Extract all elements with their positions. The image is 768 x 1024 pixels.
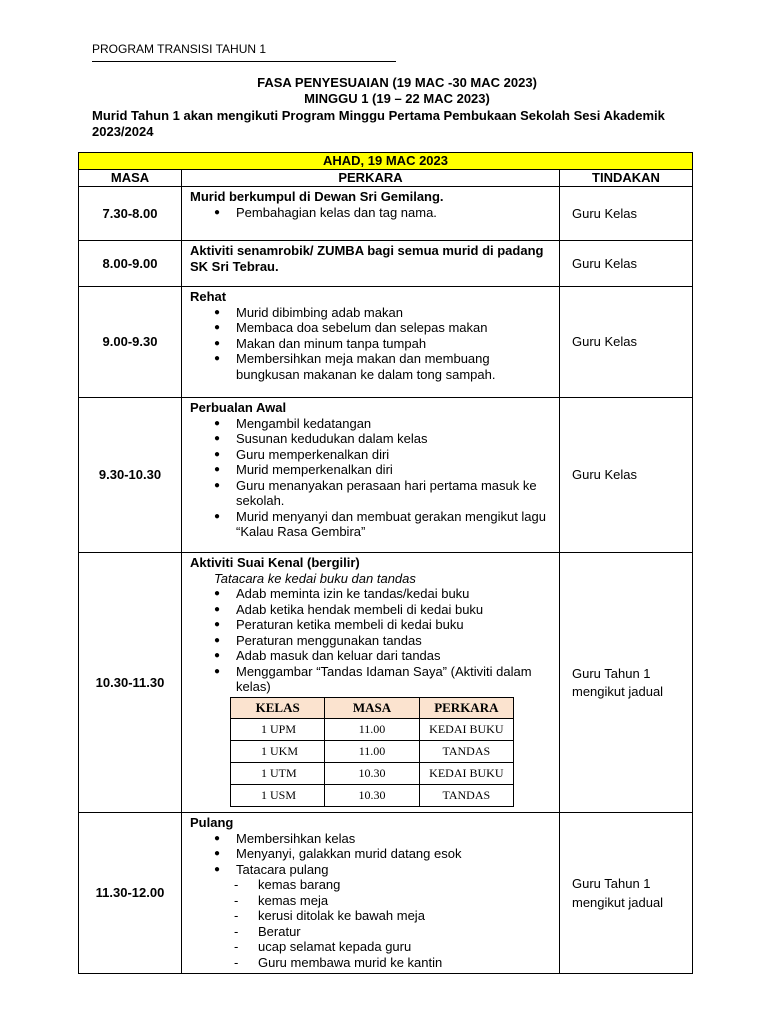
list-item: ● Adab ketika hendak membeli di kedai buku <box>214 602 553 618</box>
rotation-row <box>231 784 514 806</box>
rotation-time: 11.00 <box>325 718 419 740</box>
dash-item: - Guru membawa murid ke kantin <box>234 955 553 971</box>
header-row <box>79 170 693 187</box>
row-activity <box>182 553 560 813</box>
row-action: Guru Kelas <box>560 241 693 287</box>
dash-item: - kemas meja <box>234 893 553 909</box>
activity-title: Aktiviti Suai Kenal (bergilir) <box>190 555 360 570</box>
table-row <box>79 398 693 553</box>
list-item: ● Tatacara pulang <box>214 862 553 878</box>
rotation-row <box>231 718 514 740</box>
row-time: 8.00-9.00 <box>79 241 182 287</box>
header-perkara: PERKARA <box>182 170 560 187</box>
rotation-activity: TANDAS <box>419 784 513 806</box>
dash-item: - kemas barang <box>234 877 553 893</box>
week-title: MINGGU 1 (19 – 22 MAC 2023) <box>304 91 490 106</box>
action-line: Guru Tahun 1 <box>572 665 651 681</box>
rotation-time: 11.00 <box>325 740 419 762</box>
row-activity <box>182 287 560 398</box>
list-item: ● Murid memperkenalkan diri <box>214 462 553 478</box>
title-block <box>92 75 702 140</box>
row-time: 9.30-10.30 <box>79 398 182 553</box>
list-item: ● Membersihkan kelas <box>214 831 553 847</box>
day-row <box>79 153 693 170</box>
rotation-activity: TANDAS <box>419 740 513 762</box>
day-label: AHAD, 19 MAC 2023 <box>79 153 693 170</box>
schedule-table <box>78 152 693 974</box>
row-action: Guru Kelas <box>560 287 693 398</box>
list-item: ● Adab meminta izin ke tandas/kedai buku <box>214 586 553 602</box>
table-row <box>79 241 693 287</box>
action-line: mengikut jadual <box>572 894 664 910</box>
row-time: 9.00-9.30 <box>79 287 182 398</box>
list-item: ● Mengambil kedatangan <box>214 416 553 432</box>
list-item: ● Peraturan menggunakan tandas <box>214 633 553 649</box>
intro-text: Murid Tahun 1 akan mengikuti Program Minggu Pertama Pembukaan Sekolah Sesi Akademik 2023/2024 <box>92 108 665 139</box>
list-item: ● Makan dan minum tanpa tumpah <box>214 336 553 352</box>
rotation-activity: KEDAI BUKU <box>419 718 513 740</box>
row-activity <box>182 398 560 553</box>
action-line: Guru Tahun 1 <box>572 876 651 891</box>
list-item: ● Adab masuk dan keluar dari tandas <box>214 648 553 664</box>
activity-subtitle: Tatacara ke kedai buku dan tandas <box>214 570 416 586</box>
header-tindakan: TINDAKAN <box>560 170 693 187</box>
rotation-class: 1 USM <box>231 784 325 806</box>
table-row <box>79 813 693 974</box>
row-action <box>560 553 693 813</box>
list-item: ● Guru menanyakan perasaan hari pertama masuk ke sekolah. <box>214 478 553 509</box>
rotation-activity: KEDAI BUKU <box>419 762 513 784</box>
activity-title: Pulang <box>190 815 234 830</box>
table-row <box>79 553 693 813</box>
rotation-header-kelas: KELAS <box>231 697 325 718</box>
row-activity <box>182 241 560 287</box>
list-item: ● Menyanyi, galakkan murid datang esok <box>214 846 553 862</box>
rotation-class: 1 UTM <box>231 762 325 784</box>
activity-title: Rehat <box>190 289 227 304</box>
table-row <box>79 287 693 398</box>
rotation-table <box>230 697 514 807</box>
dash-item: - ucap selamat kepada guru <box>234 939 553 955</box>
row-action: Guru Kelas <box>560 187 693 241</box>
row-time: 7.30-8.00 <box>79 187 182 241</box>
dash-item: - Beratur <box>234 924 553 940</box>
row-action <box>560 813 693 974</box>
activity-title: Murid berkumpul di Dewan Sri Gemilang. <box>190 189 444 204</box>
document-header: PROGRAM TRANSISI TAHUN 1 <box>92 42 267 56</box>
rotation-header-perkara: PERKARA <box>419 697 513 718</box>
rotation-time: 10.30 <box>325 762 419 784</box>
list-item: ● Guru memperkenalkan diri <box>214 447 553 463</box>
rotation-header-row <box>231 697 514 718</box>
rotation-time: 10.30 <box>325 784 419 806</box>
list-item: ● Murid menyanyi dan membuat gerakan mengikut lagu “Kalau Rasa Gembira” <box>214 509 553 540</box>
rotation-row <box>231 740 514 762</box>
list-item: ● Murid dibimbing adab makan <box>214 305 553 321</box>
row-time: 11.30-12.00 <box>79 813 182 974</box>
list-item: ● Peraturan ketika membeli di kedai buku <box>214 617 553 633</box>
header-masa: MASA <box>79 170 182 187</box>
action-line: mengikut jadual <box>572 684 664 699</box>
header-underline <box>92 61 396 62</box>
rotation-header-masa: MASA <box>325 697 419 718</box>
row-activity <box>182 813 560 974</box>
rotation-row <box>231 762 514 784</box>
dash-item: - kerusi ditolak ke bawah meja <box>234 908 553 924</box>
rotation-class: 1 UPM <box>231 718 325 740</box>
activity-title: Perbualan Awal <box>190 400 287 415</box>
list-item: ● Susunan kedudukan dalam kelas <box>214 431 553 447</box>
phase-title: FASA PENYESUAIAN (19 MAC -30 MAC 2023) <box>257 75 537 90</box>
list-item: ● Membaca doa sebelum dan selepas makan <box>214 320 553 336</box>
list-item: ● Pembahagian kelas dan tag nama. <box>214 205 553 221</box>
table-row <box>79 187 693 241</box>
rotation-class: 1 UKM <box>231 740 325 762</box>
list-item: ● Menggambar “Tandas Idaman Saya” (Aktiviti dalam kelas) <box>214 664 553 695</box>
row-time: 10.30-11.30 <box>79 553 182 813</box>
activity-title: Aktiviti senamrobik/ ZUMBA bagi semua murid di padang SK Sri Tebrau. <box>190 243 544 274</box>
row-activity <box>182 187 560 241</box>
row-action: Guru Kelas <box>560 398 693 553</box>
list-item: ● Membersihkan meja makan dan membuang bungkusan makanan ke dalam tong sampah. <box>214 351 553 382</box>
